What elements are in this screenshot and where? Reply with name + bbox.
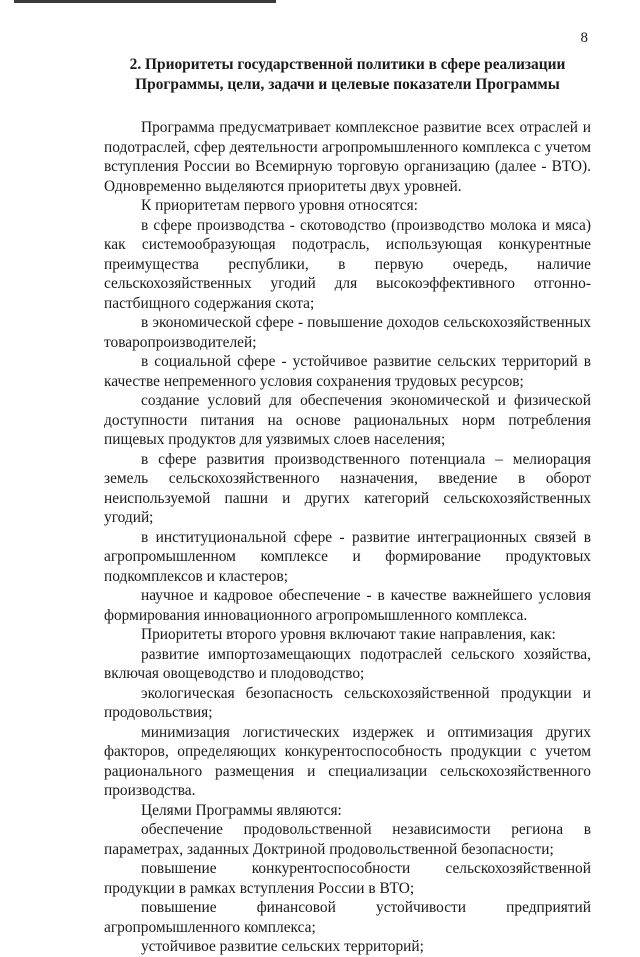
paragraph: в сфере развития производственного потенциала – мелиорация земель сельскохозяйственного назначения, введение в оборот неиспользуемой пашни и других категорий сельскохозяйственных угодий; — [104, 450, 591, 526]
paragraph: создание условий для обеспечения экономической и физической доступности питания на основе рациональных норм потребления пищевых продуктов для уязвимых слоев населения; — [104, 392, 591, 448]
scan-edge-mark — [14, 0, 276, 3]
paragraph: повышение конкурентоспособности сельскохозяйственной продукции в рамках вступления России в ВТО; — [104, 860, 591, 897]
paragraph: Целями Программы являются: — [141, 801, 342, 819]
paragraph: Программа предусматривает комплексное развитие всех отраслей и подотраслей, сфер деятельности агропромышленного комплекса с учетом вступления России во Всемирную торговую организацию (далее - ВТО). Одновременно выделяются приоритеты двух уровней. — [104, 119, 591, 195]
paragraph: развитие импортозамещающих подотраслей сельского хозяйства, включая овощеводство и плодоводство; — [104, 645, 591, 682]
paragraph: в институциональной сфере - развитие интеграционных связей в агропромышленном комплексе и формирование продуктовых подкомплексов и кластеров; — [104, 528, 591, 585]
document-body — [104, 55, 591, 957]
paragraph: обеспечение продовольственной независимости региона в параметрах, заданных Доктриной продовольственной безопасности; — [104, 821, 591, 858]
paragraph: в сфере производства - скотоводство (производство молока и мяса) как системообразующая подотрасль, использующая конкурентные преимущества республики, в первую очередь, наличие сельскохозяйственных угодий для высокоэффективного отгонно-пастбищного содержания скота; — [104, 216, 591, 312]
paragraph: в социальной сфере - устойчивое развитие сельских территорий в качестве непременного условия сохранения трудовых ресурсов; — [104, 353, 591, 390]
paragraph: научное и кадровое обеспечение - в качестве важнейшего условия формирования инновационного агропромышленного комплекса. — [104, 587, 591, 624]
paragraph: Приоритеты второго уровня включают такие направления, как: — [141, 626, 556, 643]
paragraph: минимизация логистических издержек и оптимизация других факторов, определяющих конкурентоспособность продукции с учетом рационального размещения и специализации сельскохозяйственного производства. — [104, 723, 591, 799]
paragraph: экологическая безопасность сельскохозяйственной продукции и продовольствия; — [104, 684, 591, 721]
paragraph: К приоритетам первого уровня относятся: — [141, 197, 418, 214]
paragraph: в экономической сфере - повышение доходов сельскохозяйственных товаропроизводителей; — [104, 314, 591, 351]
page-number: 8 — [580, 30, 588, 46]
paragraph: устойчивое развитие сельских территорий; — [141, 938, 424, 955]
section-heading: 2. Приоритеты государственной политики в сфере реализации Программы, цели, задачи и целевые показатели Программы — [129, 56, 566, 93]
paragraph: повышение финансовой устойчивости предприятий агропромышленного комплекса; — [104, 899, 591, 936]
